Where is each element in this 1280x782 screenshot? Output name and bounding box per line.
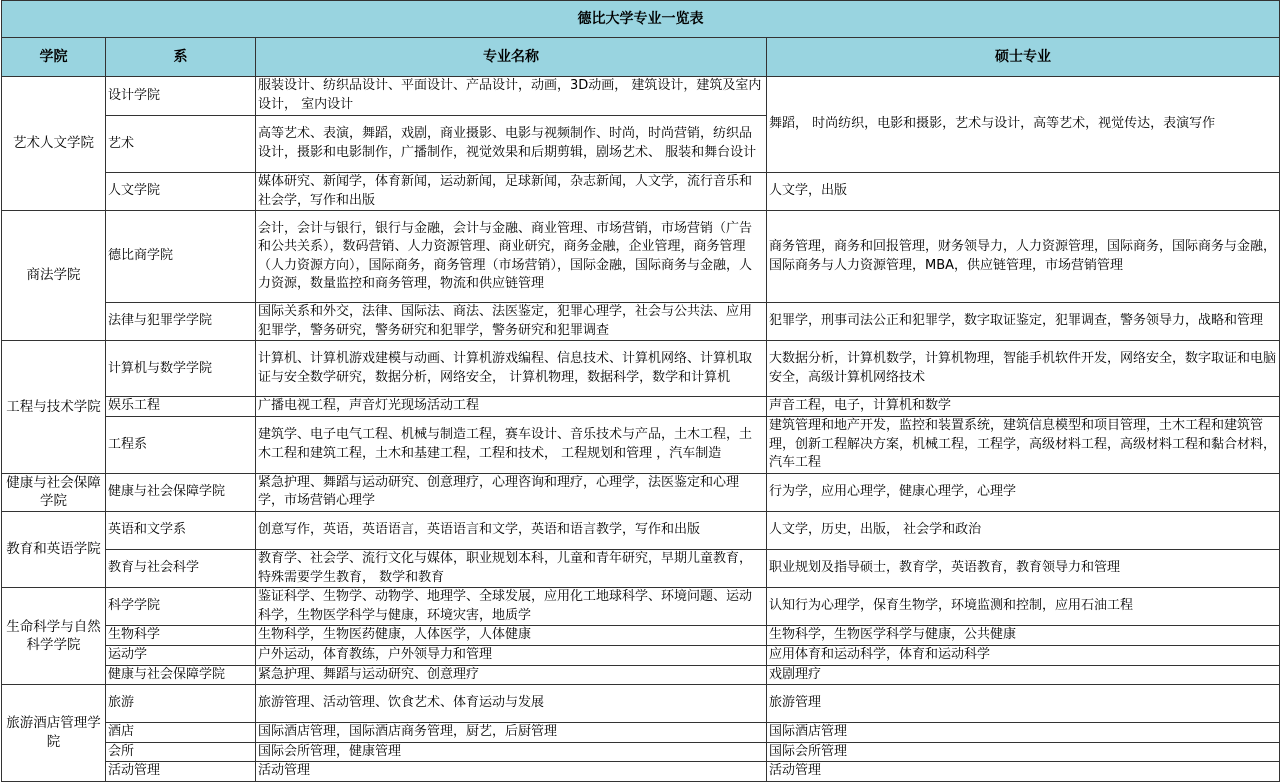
master-cell: 大数据分析，计算机数学，计算机物理，智能手机软件开发，网络安全，数字取证和电脑安全，高级计算机网络技术	[767, 341, 1280, 397]
master-cell: 舞蹈， 时尚纺织，电影和摄影，艺术与设计，高等艺术，视觉传达，表演写作	[767, 77, 1280, 173]
table-row	[2, 511, 1280, 549]
major-cell: 教育学、社会学、流行文化与媒体，职业规划本科，儿童和青年研究，早期儿童教育，特殊需要学生教育， 数学和教育	[256, 549, 767, 587]
master-cell: 建筑管理和地产开发，监控和装置系统，建筑信息模型和项目管理，土木工程和建筑管理，创新工程解决方案，机械工程，工程学，高级材料工程，高级材料工程和黏合材料，汽车工程	[767, 416, 1280, 473]
dept-cell: 旅游	[106, 685, 256, 723]
dept-cell: 活动管理	[106, 762, 256, 782]
dept-cell: 会所	[106, 742, 256, 762]
dept-cell: 人文学院	[106, 173, 256, 211]
major-cell: 紧急护理、舞蹈与运动研究、创意理疗	[256, 665, 767, 685]
master-cell: 国际酒店管理	[767, 723, 1280, 743]
dept-cell: 娱乐工程	[106, 397, 256, 417]
title-row	[2, 1, 1280, 38]
dept-cell: 运动学	[106, 645, 256, 665]
master-cell: 活动管理	[767, 762, 1280, 782]
majors-table	[1, 0, 1280, 782]
dept-cell: 健康与社会保障学院	[106, 473, 256, 511]
college-cell: 商法学院	[2, 211, 106, 341]
master-cell: 行为学，应用心理学，健康心理学，心理学	[767, 473, 1280, 511]
table-row	[2, 77, 1280, 116]
table-row	[2, 762, 1280, 782]
dept-cell: 设计学院	[106, 77, 256, 116]
major-cell: 服装设计、纺织品设计、平面设计、产品设计，动画，3D动画， 建筑设计，建筑及室内设计， 室内设计	[256, 77, 767, 116]
table-row	[2, 397, 1280, 417]
table-row	[2, 549, 1280, 587]
major-cell: 鉴证科学、生物学、动物学、地理学、全球发展，应用化工地球科学、环境问题、运动科学，生物医学科学与健康，环境灾害，地质学	[256, 588, 767, 626]
major-cell: 活动管理	[256, 762, 767, 782]
header-row	[2, 38, 1280, 77]
major-cell: 国际酒店管理，国际酒店商务管理，厨艺，后厨管理	[256, 723, 767, 743]
major-cell: 高等艺术、表演，舞蹈，戏剧，商业摄影、电影与视频制作、时尚，时尚营销，纺织品设计，摄影和电影制作，广播制作，视觉效果和后期剪辑，剧场艺术、 服装和舞台设计	[256, 116, 767, 173]
table-row	[2, 685, 1280, 723]
header-master: 硕士专业	[767, 38, 1280, 77]
college-cell: 工程与技术学院	[2, 341, 106, 473]
major-cell: 户外运动，体育教练，户外领导力和管理	[256, 645, 767, 665]
master-cell: 国际会所管理	[767, 742, 1280, 762]
master-cell: 应用体育和运动科学，体育和运动科学	[767, 645, 1280, 665]
dept-cell: 科学学院	[106, 588, 256, 626]
table-row	[2, 742, 1280, 762]
master-cell: 职业规划及指导硕士，教育学，英语教育，教育领导力和管理	[767, 549, 1280, 587]
major-cell: 紧急护理、舞蹈与运动研究、创意理疗，心理咨询和理疗，心理学，法医鉴定和心理学，市场营销心理学	[256, 473, 767, 511]
table-row	[2, 303, 1280, 341]
table-row	[2, 473, 1280, 511]
major-cell: 国际会所管理，健康管理	[256, 742, 767, 762]
dept-cell: 艺术	[106, 116, 256, 173]
table-row	[2, 416, 1280, 473]
master-cell: 旅游管理	[767, 685, 1280, 723]
table-row	[2, 173, 1280, 211]
master-cell: 人文学，历史，出版， 社会学和政治	[767, 511, 1280, 549]
master-cell: 商务管理，商务和回报管理，财务领导力，人力资源管理，国际商务，国际商务与金融，国际商务与人力资源管理，MBA，供应链管理，市场营销管理	[767, 211, 1280, 303]
master-cell: 人文学，出版	[767, 173, 1280, 211]
master-cell: 认知行为心理学，保育生物学，环境监测和控制，应用石油工程	[767, 588, 1280, 626]
college-cell: 艺术人文学院	[2, 77, 106, 211]
college-cell: 健康与社会保障学院	[2, 473, 106, 511]
dept-cell: 生物科学	[106, 626, 256, 646]
dept-cell: 英语和文学系	[106, 511, 256, 549]
table-row	[2, 665, 1280, 685]
major-cell: 旅游管理、活动管理、饮食艺术、体育运动与发展	[256, 685, 767, 723]
table-row	[2, 341, 1280, 397]
table-row	[2, 211, 1280, 303]
college-cell: 生命科学与自然科学学院	[2, 588, 106, 685]
table-title: 德比大学专业一览表	[2, 1, 1280, 38]
major-cell: 会计，会计与银行，银行与金融，会计与金融、商业管理、市场营销，市场营销（广告和公共关系），数码营销、人力资源管理、商业研究，商务金融，企业管理，商务管理（人力资源方向），国际商务，商务管理（市场营销），国际金融，国际商务与金融，人力资源，数量监控和商务管理，物流和供应链管理	[256, 211, 767, 303]
major-cell: 生物科学，生物医药健康，人体医学，人体健康	[256, 626, 767, 646]
table-row	[2, 723, 1280, 743]
major-cell: 建筑学、电子电气工程、机械与制造工程，赛车设计、音乐技术与产品，土木工程，土木工程和建筑工程，土木和基建工程，工程和技术， 工程规划和管理 ，汽车制造	[256, 416, 767, 473]
table-row	[2, 645, 1280, 665]
header-dept: 系	[106, 38, 256, 77]
dept-cell: 酒店	[106, 723, 256, 743]
master-cell: 声音工程，电子，计算机和数学	[767, 397, 1280, 417]
dept-cell: 法律与犯罪学学院	[106, 303, 256, 341]
major-cell: 媒体研究、新闻学，体育新闻，运动新闻，足球新闻，杂志新闻，人文学，流行音乐和社会学，写作和出版	[256, 173, 767, 211]
dept-cell: 计算机与数学学院	[106, 341, 256, 397]
major-cell: 计算机、计算机游戏建模与动画、计算机游戏编程、信息技术、计算机网络、计算机取证与安全数学研究，数据分析，网络安全， 计算机物理，数据科学，数学和计算机	[256, 341, 767, 397]
header-college: 学院	[2, 38, 106, 77]
dept-cell: 健康与社会保障学院	[106, 665, 256, 685]
major-cell: 国际关系和外交，法律、国际法、商法、法医鉴定，犯罪心理学，社会与公共法、应用犯罪学，警务研究，警务研究和犯罪学，警务研究和犯罪调查	[256, 303, 767, 341]
major-cell: 广播电视工程，声音灯光现场活动工程	[256, 397, 767, 417]
master-cell: 戏剧理疗	[767, 665, 1280, 685]
table-row	[2, 626, 1280, 646]
college-cell: 旅游酒店管理学院	[2, 685, 106, 782]
table-row	[2, 588, 1280, 626]
college-cell: 教育和英语学院	[2, 511, 106, 587]
dept-cell: 教育与社会科学	[106, 549, 256, 587]
master-cell: 犯罪学，刑事司法公正和犯罪学，数字取证鉴定，犯罪调查，警务领导力，战略和管理	[767, 303, 1280, 341]
dept-cell: 工程系	[106, 416, 256, 473]
header-major: 专业名称	[256, 38, 767, 77]
master-cell: 生物科学，生物医学科学与健康，公共健康	[767, 626, 1280, 646]
dept-cell: 德比商学院	[106, 211, 256, 303]
major-cell: 创意写作，英语，英语语言，英语语言和文学，英语和语言教学，写作和出版	[256, 511, 767, 549]
